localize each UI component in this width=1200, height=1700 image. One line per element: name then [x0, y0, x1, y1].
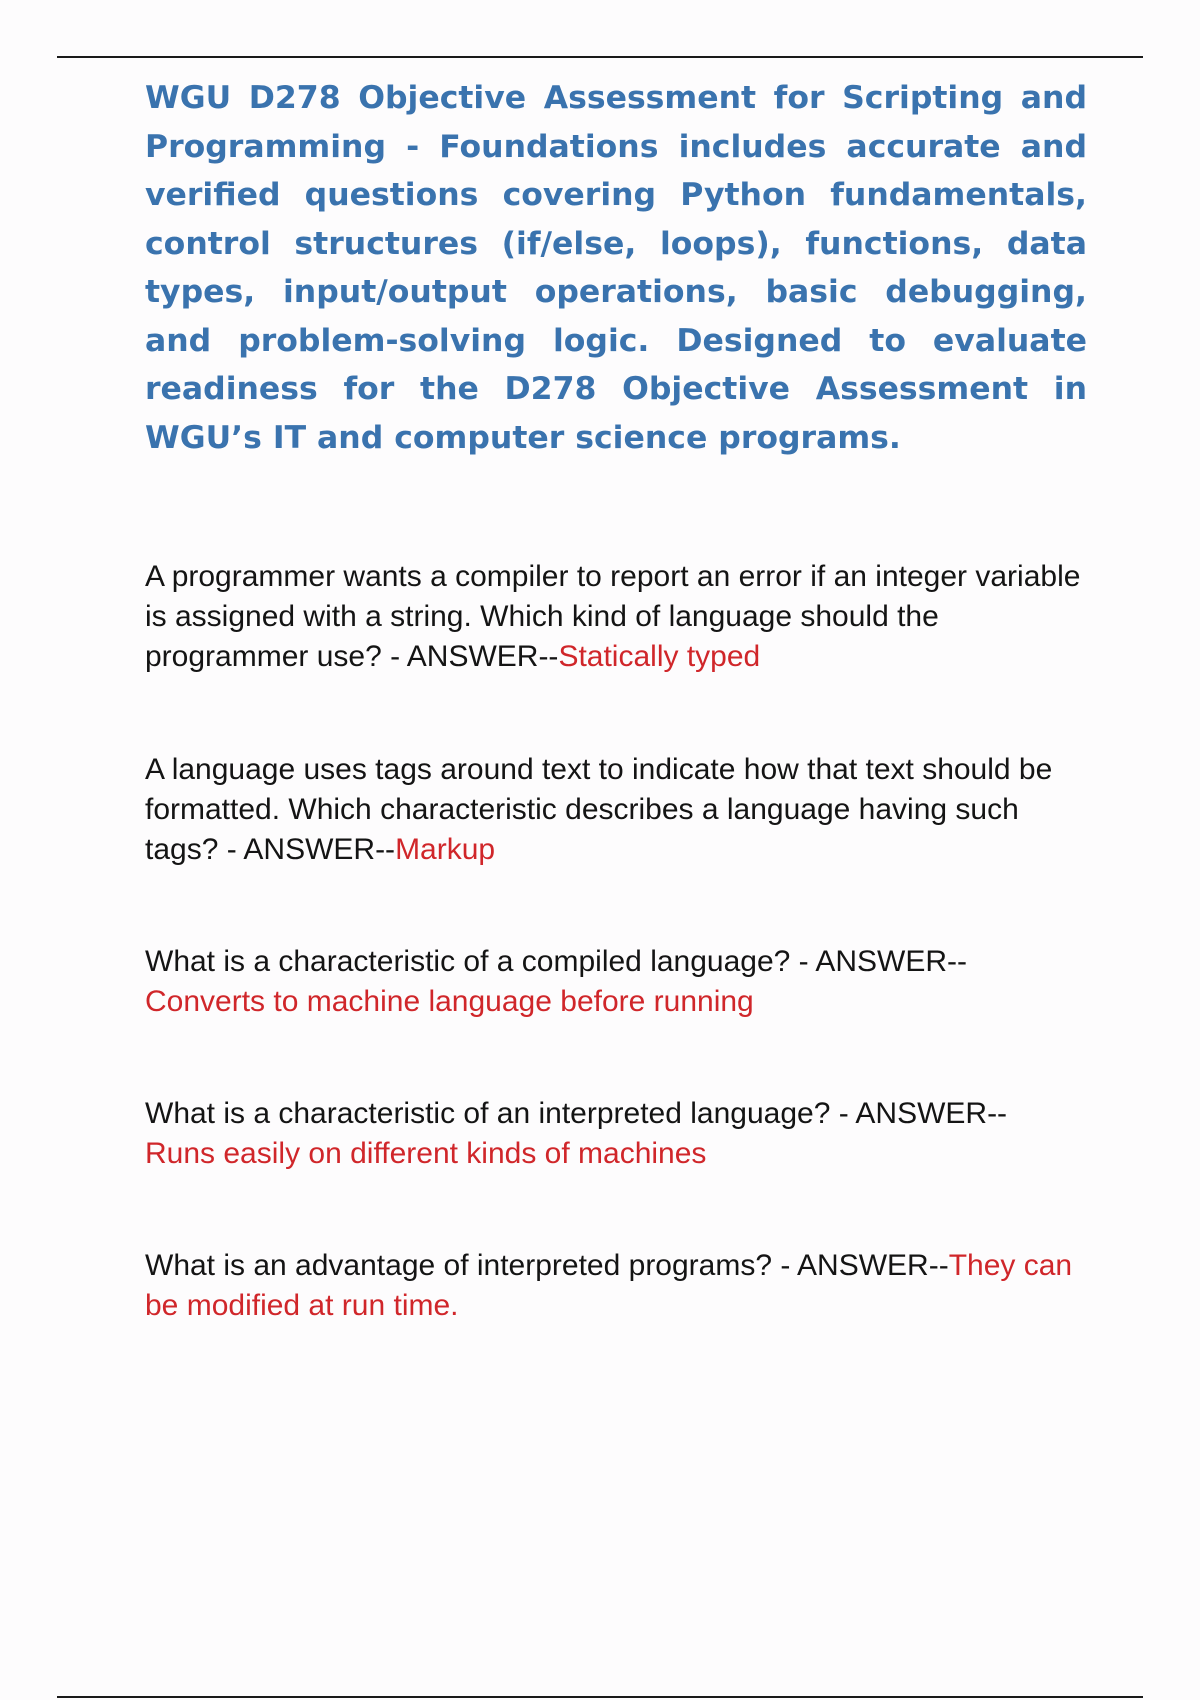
qa-item [145, 557, 1090, 677]
answer-marker: - ANSWER-- [218, 833, 396, 866]
document-heading: WGU D278 Objective Assessment for Scripting and Programming - Foundations includes accurate and verified questions covering Python fundamentals, control structures (if/else, loops), functions, data types, input/output operations, basic debugging, and problem-solving logic. Designed to evaluate readiness for the D278 Objective Assessment in WGU’s IT and computer science programs. [145, 80, 1087, 456]
top-rule [57, 56, 1143, 58]
answer-marker: - ANSWER-- [381, 640, 559, 673]
answer-text: Statically typed [558, 640, 761, 673]
qa-item [145, 750, 1090, 870]
answer-text: Markup [395, 833, 496, 866]
answer-text: Converts to machine language before running [145, 985, 754, 1018]
question-text: A language uses tags around text to indicate how that text should be formatted. Which characteristic describes a language having such tags? [145, 753, 1053, 866]
qa-item [145, 1094, 1090, 1174]
qa-item [145, 1246, 1090, 1326]
question-text: What is a characteristic of an interpreted language? [145, 1097, 831, 1130]
question-text: What is an advantage of interpreted programs? [145, 1249, 773, 1282]
question-text: What is a characteristic of a compiled language? [145, 945, 791, 978]
qa-item [145, 942, 1090, 1022]
answer-marker: - ANSWER-- [772, 1249, 949, 1282]
bottom-rule [57, 1696, 1143, 1698]
answer-text: Runs easily on different kinds of machines [145, 1137, 707, 1170]
answer-text: They can be modified at run time. [145, 1249, 1073, 1322]
answer-marker: - ANSWER-- [790, 945, 968, 978]
question-text: A programmer wants a compiler to report an error if an integer variable is assigned with a string. Which kind of language should the programmer use? [145, 560, 1081, 673]
answer-marker: - ANSWER-- [830, 1097, 1008, 1130]
